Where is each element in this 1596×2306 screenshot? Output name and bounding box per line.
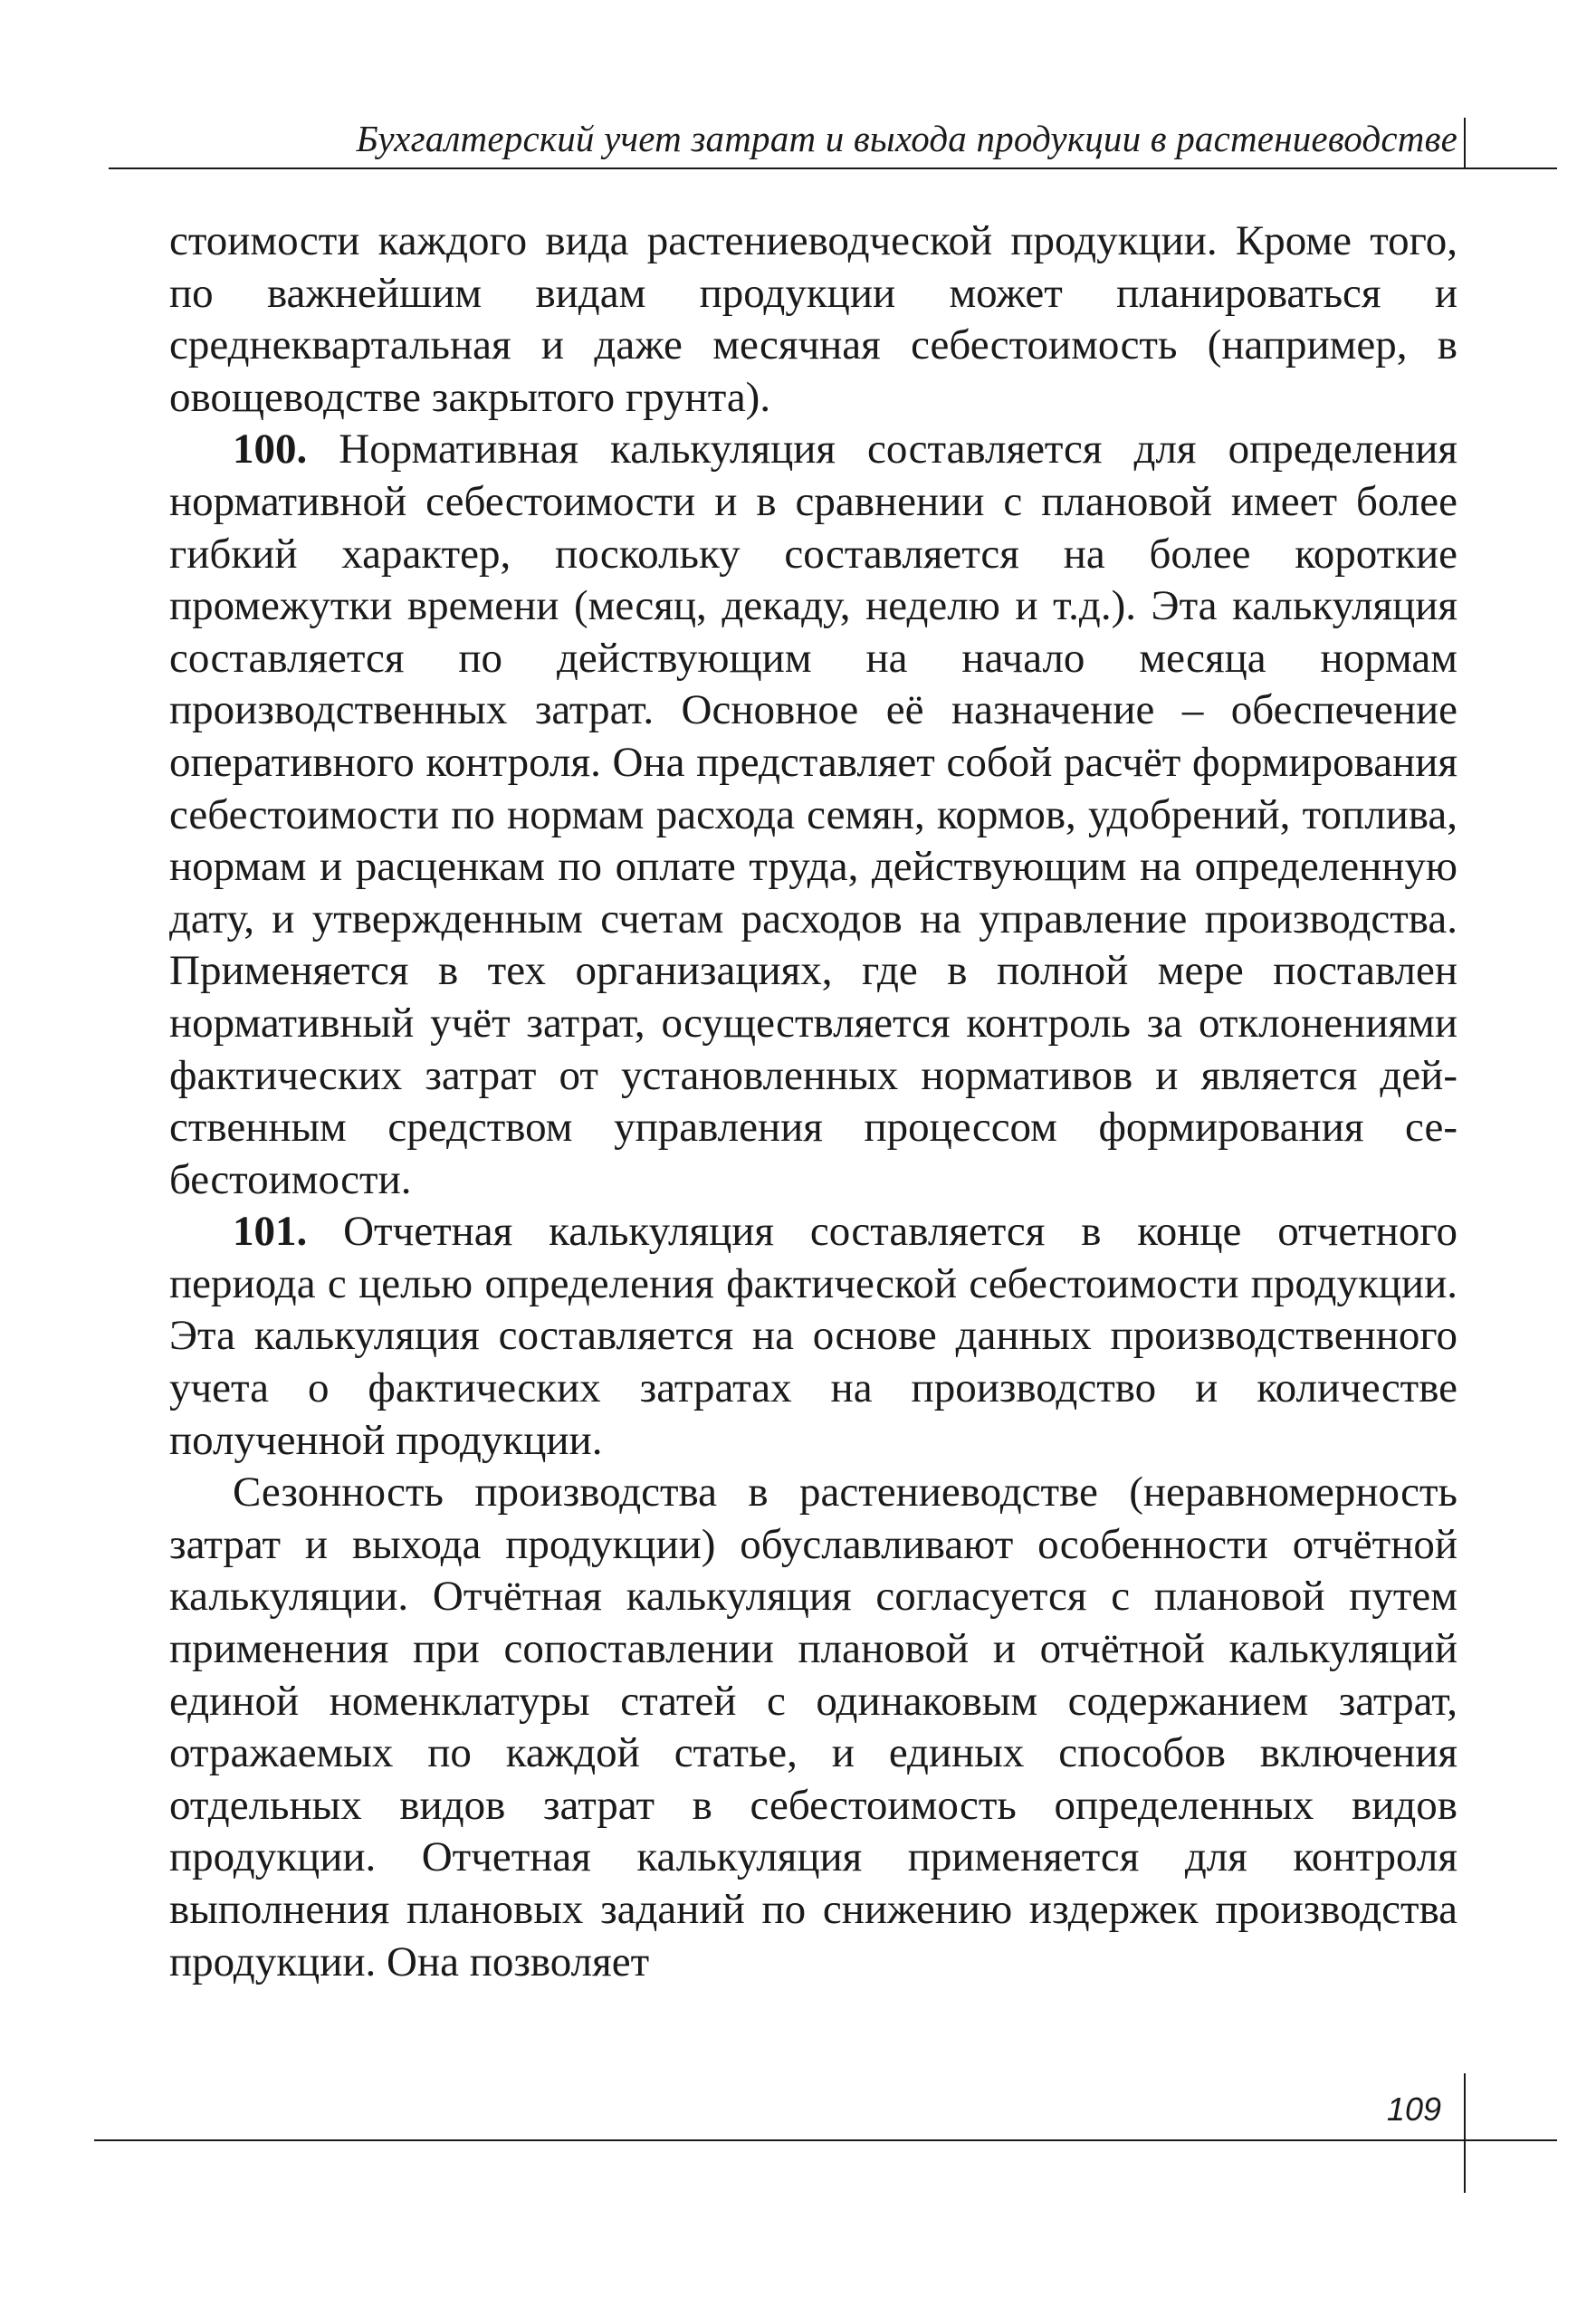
paragraph-101 xyxy=(169,1206,1457,1467)
running-header: Бухгалтерский учет затрат и выхода продукции в растениеводстве xyxy=(356,118,1457,159)
paragraph-number: 100. xyxy=(233,426,308,474)
paragraph-continuation: стоимости каждого вида растениеводческой продукции. Кроме того, по важнейшим видам продукции может планироваться и среднеквартальная и даже месячная себестоимость (например, в овощеводстве закрытого грунта). xyxy=(169,217,1457,421)
header-tick xyxy=(1464,118,1466,169)
paragraph-text: Нормативная калькуляция составляется для определения нормативной себестоимости и в сравнении с плановой имеет более гибкий характер, поскольку составляется на более короткие промежутки времени (месяц, декаду, неделю и т.д.). Эта калькуляция составляется по действующим на начало месяца нормам производственных затрат. Основное её назначение – обеспечение оперативного контроля. Она представляет собой расчёт формирования себестоимости по нормам расхода семян, кормов, удобрений, топлива, нормам и расценкам по оплате труда, действующим на определенную дату, и утвержденным счетам расходов на управление производства. Применяется в тех организациях, где в полной мере поставлен нормативный учёт затрат, осуществляется контроль за отклонениями фактических затрат от установленных нормативов и является действенным средством управления процессом формирования себестоимости. xyxy=(169,426,1457,1203)
footer-tick xyxy=(1464,2073,1466,2193)
paragraph-number: 101. xyxy=(233,1208,308,1256)
footer-rule xyxy=(94,2139,1557,2141)
paragraph-text: Отчетная калькуляция составляется в конце отчетного периода с целью определения фактической себестоимости продукции. Эта калькуляция составляется на основе данных производственного учета о фактических затратах на производство и количестве полученной продукции. xyxy=(169,1208,1457,1464)
paragraph-100 xyxy=(169,424,1457,1206)
page-body xyxy=(169,215,1457,1988)
header-rule xyxy=(109,167,1557,169)
page-number: 109 xyxy=(1386,2091,1441,2128)
paragraph-seasonality: Сезонность производства в растениеводстве (неравномерность затрат и выхода продукции) обуславливают особенности отчётной калькуляции. Отчётная калькуляция согласуется с плановой путем применения при сопоставлении плановой и отчётной калькуляций единой номенклатуры статей с одинаковым содержанием затрат, отражаемых по каждой статье, и единых способов включения отдельных видов затрат в себестоимость определенных видов продукции. Отчетная калькуляция применяется для контроля выполнения плановых заданий по снижению издержек производства продукции. Она позволяет xyxy=(169,1469,1457,1985)
